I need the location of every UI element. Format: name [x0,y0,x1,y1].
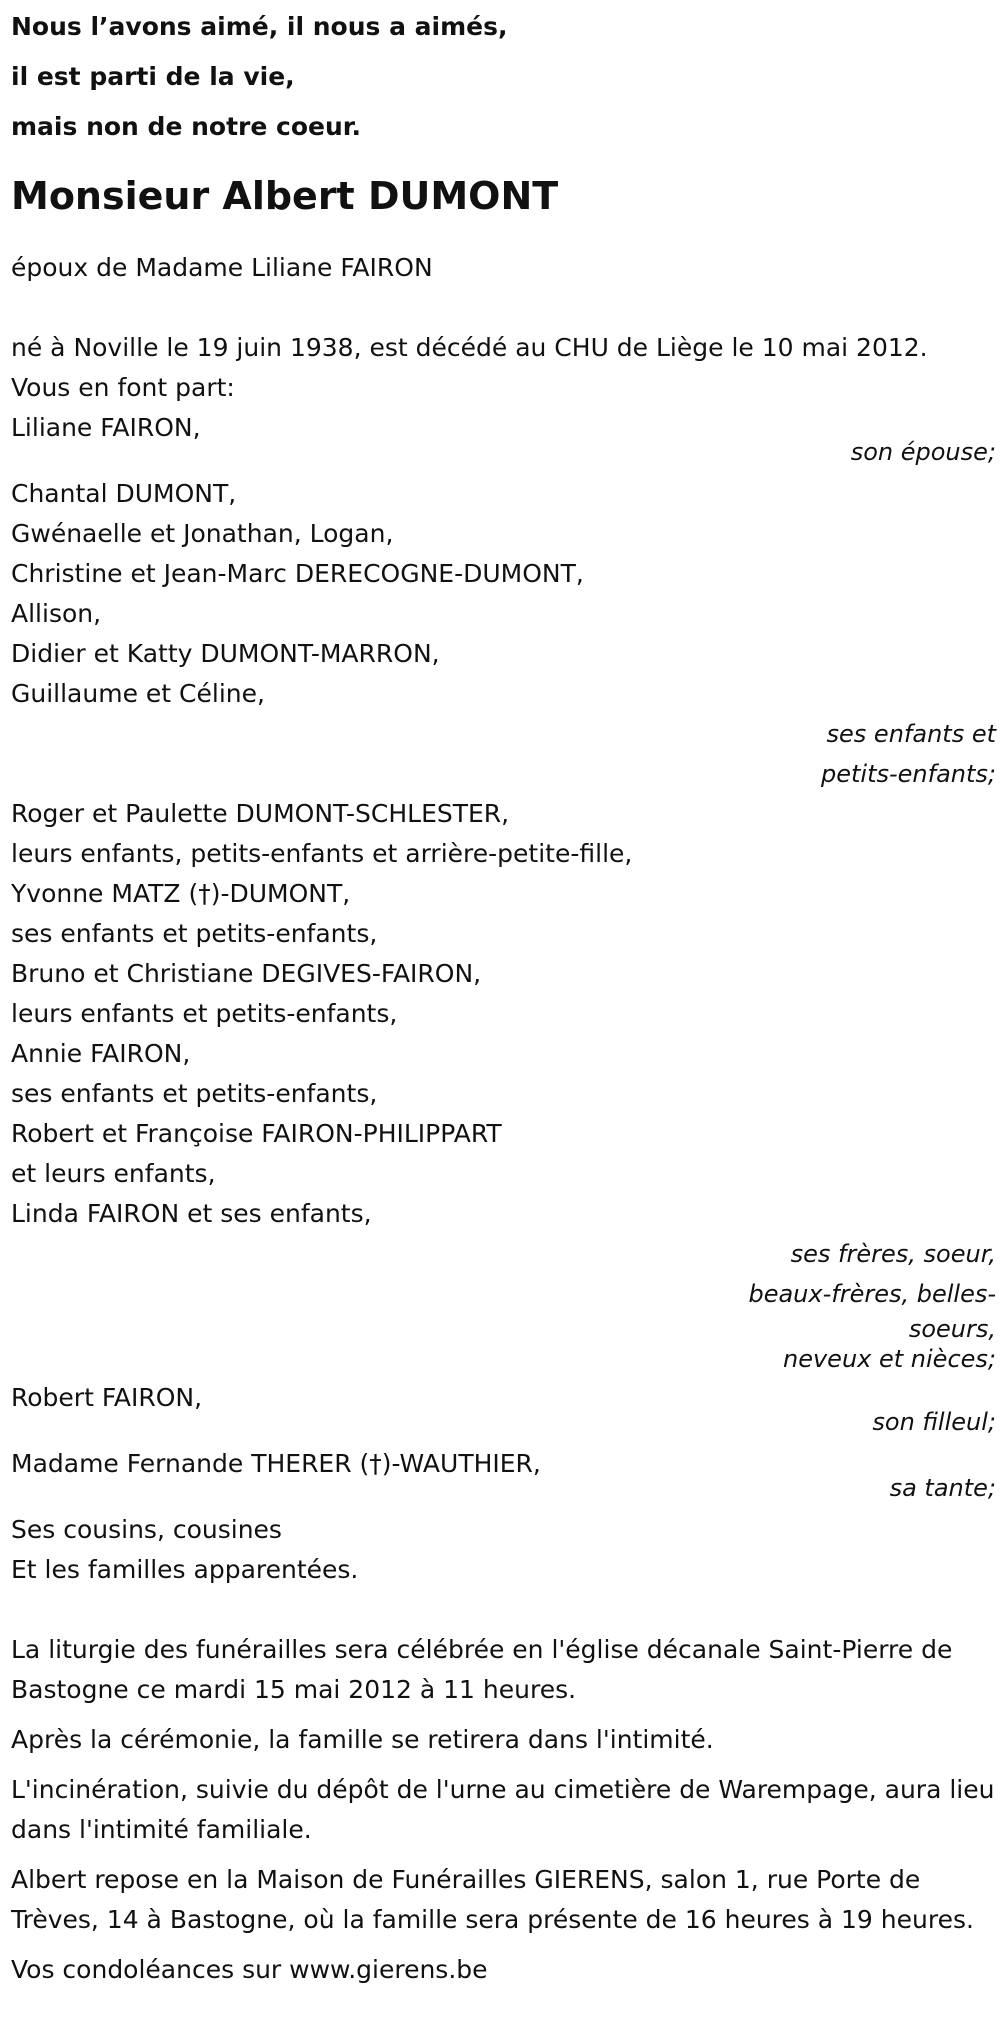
family-role: neveux et nièces; [783,1345,996,1373]
family-member: Bruno et Christiane DEGIVES-FAIRON, [11,959,482,988]
relatives-line: Ses cousins, cousines [11,1515,282,1544]
family-member: Annie FAIRON, [11,1039,191,1068]
family-member: Gwénaelle et Jonathan, Logan, [11,519,394,548]
family-group-aunt [11,1444,996,1508]
funeral-paragraph: La liturgie des funérailles sera célébrée en l'église décanale Saint-Pierre de Bastogne ce mardi 15 mai 2012 à 11 heures. [11,1635,953,1704]
opening-verse [11,0,996,152]
family-member: et leurs enfants, [11,1159,216,1188]
family-member: Roger et Paulette DUMONT-SCHLESTER, [11,799,510,828]
family-member: Guillaume et Céline, [11,679,265,708]
family-member: Christine et Jean-Marc DERECOGNE-DUMONT, [11,559,584,588]
family-role: ses frères, soeur, [790,1240,996,1268]
family-group-siblings [11,794,996,1374]
funeral-details [11,1630,996,1990]
family-member: Robert FAIRON, [11,1383,203,1412]
verse-line: mais non de notre coeur. [11,112,362,141]
family-member: Allison, [11,599,102,628]
funeral-paragraph: Albert repose en la Maison de Funérailles GIERENS, salon 1, rue Porte de Trèves, 14 à Bastogne, où la famille sera présente de 16 heures à 19 heures. [11,1865,974,1934]
family-member: Didier et Katty DUMONT-MARRON, [11,639,440,668]
family-role: petits-enfants; [821,760,996,788]
family-member: Robert et Françoise FAIRON-PHILIPPART [11,1119,502,1148]
condolences-line: Vos condoléances sur www.gierens.be [11,1955,488,1984]
funeral-paragraph: L'incinération, suivie du dépôt de l'urne au cimetière de Warempage, aura lieu dans l'intimité familiale. [11,1775,995,1844]
family-member: leurs enfants et petits-enfants, [11,999,398,1028]
funeral-paragraph: Après la cérémonie, la famille se retirera dans l'intimité. [11,1725,714,1754]
family-group-spouse [11,408,996,472]
other-relatives [11,1510,996,1590]
family-member: Yvonne MATZ (†)-DUMONT, [11,879,351,908]
family-group-children [11,474,996,794]
obituary-page [11,0,996,1990]
verse-line: il est parti de la vie, [11,62,295,91]
family-group-godson [11,1378,996,1442]
family-role: sa tante; [889,1474,996,1502]
family-role: soeurs, [908,1315,996,1343]
family-role: son filleul; [872,1408,996,1436]
family-member: leurs enfants, petits-enfants et arrière-petite-fille, [11,839,633,868]
family-member: Liliane FAIRON, [11,413,201,442]
relatives-line: Et les familles apparentées. [11,1555,359,1584]
family-role: beaux-frères, belles- [748,1280,996,1308]
family-member: ses enfants et petits-enfants, [11,1079,378,1108]
deceased-name: Monsieur Albert DUMONT [11,174,559,218]
family-role: ses enfants et [826,720,996,748]
birth-death-line: né à Noville le 19 juin 1938, est décédé au CHU de Liège le 10 mai 2012. [11,333,928,362]
spouse-line: époux de Madame Liliane FAIRON [11,253,433,282]
family-role: son épouse; [850,438,996,466]
family-member: Madame Fernande THERER (†)-WAUTHIER, [11,1449,541,1478]
family-member: Chantal DUMONT, [11,479,237,508]
announce-intro: Vous en font part: [11,373,235,402]
family-member: Linda FAIRON et ses enfants, [11,1199,372,1228]
family-member: ses enfants et petits-enfants, [11,919,378,948]
verse-line: Nous l’avons aimé, il nous a aimés, [11,12,508,41]
